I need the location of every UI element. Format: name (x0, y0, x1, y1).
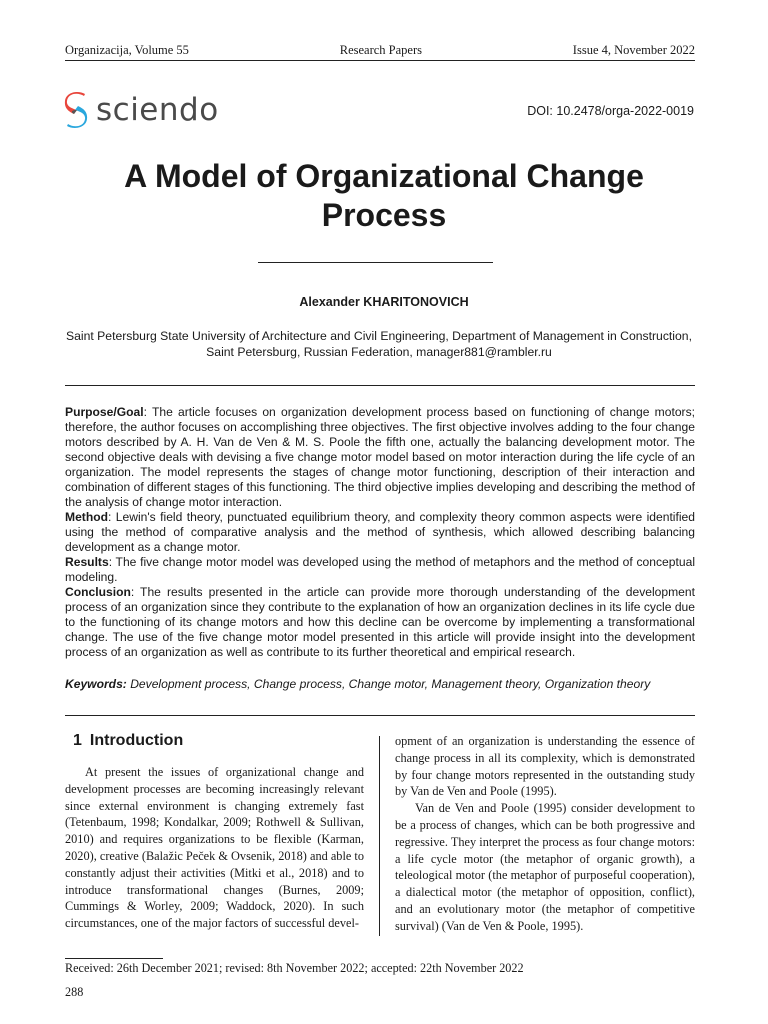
keywords-label: Keywords: (65, 677, 127, 691)
intro-paragraph-2: opment of an organization is understanding the essence of change process in all its complexity, which is demonstrated by four change motors represented in the outstanding study by Van de Ven and Poole (1995). (395, 734, 695, 799)
conclusion-label: Conclusion (65, 585, 131, 599)
intro-paragraph-3: Van de Ven and Poole (1995) consider development to be a process of changes, which can be both progressive and regressive. They interpret the process as four change motors: a life cycle motor (the metaphor of organic growth), a teleological motor (the metaphor of purposeful cooperation), a dialectical motor (the metaphor of opposition, conflict), and an evolutionary motor (the metaphor of competitive survival) (Van de Ven & Poole, 1995). (395, 801, 695, 933)
keywords-text: Development process, Change process, Change motor, Management theory, Organization theory (126, 677, 651, 691)
affiliation (60, 328, 698, 360)
abstract (65, 405, 695, 660)
abstract-rule-bottom (65, 715, 695, 716)
abstract-conclusion (65, 585, 695, 660)
header-rule (65, 60, 695, 61)
abstract-results (65, 555, 695, 585)
section-title: Introduction (89, 732, 184, 749)
column-divider (379, 736, 380, 936)
keywords (65, 677, 695, 691)
author-name: Alexander KHARITONOVICH (299, 295, 469, 309)
running-header (65, 43, 695, 61)
doi[interactable]: DOI: 10.2478/orga-2022-0019 (527, 104, 694, 118)
affiliation-line-2: Saint Petersburg, Russian Federation, manager881@rambler.ru (206, 345, 552, 359)
column-right (395, 733, 695, 935)
results-label: Results (65, 555, 109, 569)
intro-paragraph-1: At present the issues of organizational change and development processes are becoming increasingly relevant since external environment is changing extremely fast (Tetenbaum, 1998; Kondalkar, 2009; Rothwell & Sullivan, 2010) and requires organizations to be flexible (Karman, 2020), creative (Balažic Peček & Ovsenik, 2018) and able to constantly adjust their activities (Mitki et al., 2018) and to introduce transformational changes (Burnes, 2009; Cummings & Worley, 2009; Waddock, 2020). In such circumstances, one of the major factors of successful devel- (65, 765, 364, 931)
column-left (65, 732, 364, 932)
issue-info: Issue 4, November 2022 (572, 43, 695, 57)
purpose-label: Purpose/Goal (65, 405, 144, 419)
results-text: : The five change motor model was developed using the method of metaphors and the method of conceptual modeling. (65, 555, 695, 584)
page-number: 288 (65, 985, 84, 999)
footnote-rule (65, 958, 163, 959)
purpose-text: : The article focuses on organization development process based on functioning of change motors; therefore, the author focuses on accomplishing three objectives. The first objective involves adding to the four change motors described by A. H. Van de Ven & M. S. Poole the fifth one, actually the balancing development motor. The second objective deals with devising a five change motor model based on motor interaction during the life cycle of an organization. The model represents the stages of change motor functioning, description of their interaction and combination of different stages of this functioning. The third objective implies developing and describing the method of the analysis of change motor interaction. (65, 405, 695, 509)
section-number: 1 (73, 732, 82, 749)
logo-wordmark: sciendo (96, 92, 219, 128)
journal-name: Organizacija, Volume 55 (65, 43, 189, 57)
section-name: Research Papers (339, 43, 422, 57)
conclusion-text: : The results presented in the article can provide more thorough understanding of the development process of an organization since they contribute to the explanation of how an organization declines in its life cycle due to the functioning of its change motors and how this decline can be overcome by implementing a transformational change. The use of the five change motor model presented in this article will provide insight into the development process of an organization as well as contribute to its further theoretical and empirical research. (65, 585, 695, 659)
section-heading (73, 732, 364, 750)
article-title: A Model of Organizational Change Process (124, 158, 644, 233)
abstract-purpose (65, 405, 695, 510)
affiliation-line-1: Saint Petersburg State University of Architecture and Civil Engineering, Department of Management in Construction, (66, 329, 692, 343)
publisher-logo[interactable] (64, 92, 219, 128)
method-text: : Lewin's field theory, punctuated equilibrium theory, and complexity theory common aspects were identified using the method of comparative analysis and the method of synthesis, which allowed describing balancing development as a change motor. (65, 510, 695, 554)
title-rule (258, 262, 493, 263)
sciendo-logo-icon (64, 92, 88, 128)
footnote: Received: 26th December 2021; revised: 8th November 2022; accepted: 22th November 2022 (65, 961, 524, 975)
method-label: Method (65, 510, 108, 524)
abstract-method (65, 510, 695, 555)
abstract-rule-top (65, 385, 695, 386)
